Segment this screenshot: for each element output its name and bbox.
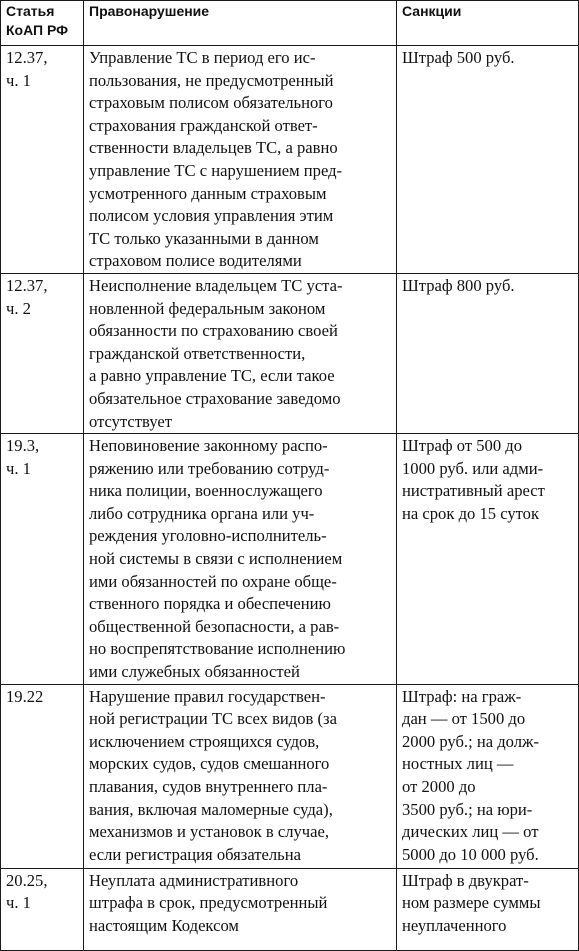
offense-line: ственного порядка и обеспечению [89, 594, 331, 614]
offense-line: Неповиновение законному распо- [89, 436, 328, 456]
sanction-line: нистративный арест [402, 481, 545, 501]
sanction-line: Штраф: на граж- [402, 686, 522, 706]
offense-line: ими обязанностей по охране обще- [89, 571, 337, 591]
sanction-line: дических лиц — от [402, 822, 539, 842]
offense-line: Нарушение правил государствен- [89, 686, 326, 706]
sanction-line: Штраф в двукрат- [402, 870, 529, 890]
offense-line: но воспрепятствование исполнению [89, 639, 346, 659]
sanction-line: 3500 руб.; на юри- [402, 799, 533, 819]
offense-line: механизмов и установок в случае, [89, 822, 330, 842]
header-article-line: Статья [6, 3, 55, 19]
article-line: ч. 1 [6, 458, 31, 478]
offense-line: ими служебных обязанностей [89, 662, 300, 682]
offense-line: морских судов, судов смешанного [89, 754, 330, 774]
sanction-cell [397, 868, 579, 950]
offense-line: исключением строящихся судов, [89, 731, 320, 751]
sanction-line: 1000 руб. или адми- [402, 458, 544, 478]
offense-line: ственности владельцев ТС, а равно [89, 138, 338, 158]
sanction-line: Штраф 500 руб. [402, 48, 515, 67]
sanction-line: неуплаченного [402, 915, 507, 935]
offense-line: полисом условия управления этим [89, 206, 334, 226]
article-cell [1, 46, 84, 274]
offense-line: усмотренного данным страховым [89, 183, 327, 203]
table-row [1, 273, 579, 433]
offense-line: настоящим Кодексом [89, 915, 239, 935]
offense-line: общественной безопасности, а рав- [89, 616, 340, 636]
offense-cell [84, 868, 397, 950]
sanction-cell [397, 684, 579, 868]
article-line: ч. 1 [6, 70, 31, 90]
offense-line: ной регистрации ТС всех видов (за [89, 709, 337, 729]
offense-line: а равно управление ТС, если такое [89, 366, 335, 386]
offense-line: страхования гражданской ответ- [89, 115, 318, 135]
offense-line: Неисполнение владельцем ТС уста- [89, 275, 343, 295]
sanction-cell [397, 434, 579, 685]
offense-line: гражданской ответственности, [89, 343, 306, 363]
article-cell [1, 434, 84, 685]
article-line: 20.25, [6, 870, 48, 890]
sanction-line: Штраф 800 руб. [402, 275, 515, 295]
offense-line: управление ТС с нарушением пред- [89, 160, 343, 180]
offense-line: ряжению или требованию сотруд- [89, 458, 330, 478]
article-cell [1, 273, 84, 433]
header-offense: Правонарушение [84, 1, 397, 46]
offense-line: пользования, не предусмотренный [89, 70, 334, 90]
sanction-cell [397, 273, 579, 433]
header-sanction: Санкции [397, 1, 579, 46]
offense-line: если регистрация обязательна [89, 844, 301, 864]
offense-line: Управление ТС в период его ис- [89, 48, 316, 67]
article-line: ч. 2 [6, 298, 31, 318]
offense-line: обязанности по страхованию своей [89, 321, 338, 341]
offense-line: ника полиции, военнослужащего [89, 481, 323, 501]
offense-line: страховом полисе водителями [89, 251, 302, 271]
offense-line: вания, включая маломерные суда), [89, 799, 333, 819]
header-row [1, 1, 579, 46]
offense-cell [84, 434, 397, 685]
sanction-line: дан — от 1500 до [402, 709, 526, 729]
sanction-line: ностных лиц — [402, 754, 514, 774]
offense-cell [84, 273, 397, 433]
offense-line: отсутствует [89, 411, 173, 431]
sanction-line: 5000 до 10 000 руб. [402, 844, 539, 864]
article-line: 19.22 [6, 686, 44, 706]
table-row [1, 684, 579, 868]
sanction-line: от 2000 до [402, 777, 476, 796]
offense-line: плавания, судов внутреннего пла- [89, 777, 328, 796]
header-article-line: КоАП РФ [6, 22, 69, 38]
offense-line: страховым полисом обязательного [89, 93, 333, 113]
sanction-line: на срок до 15 суток [402, 503, 540, 523]
header-article [1, 1, 84, 46]
article-line: 12.37, [6, 275, 48, 295]
sanction-line: Штраф от 500 до [402, 436, 523, 456]
article-cell [1, 684, 84, 868]
sanction-line: ном размере суммы [402, 893, 541, 913]
offense-line: либо сотрудника органа или уч- [89, 503, 315, 523]
offense-line: Неуплата административного [89, 870, 299, 890]
offense-cell [84, 46, 397, 274]
table-row [1, 868, 579, 950]
table-row [1, 46, 579, 274]
offense-line: обязательное страхование заведомо [89, 388, 341, 408]
sanction-cell [397, 46, 579, 274]
offense-line: ной системы в связи с исполнением [89, 549, 343, 569]
offense-line: штрафа в срок, предусмотренный [89, 893, 328, 913]
article-line: ч. 1 [6, 893, 31, 913]
article-line: 12.37, [6, 48, 48, 67]
offense-cell [84, 684, 397, 868]
article-cell [1, 868, 84, 950]
offense-line: новленной федеральным законом [89, 298, 326, 318]
offense-line: реждения уголовно-исполнитель- [89, 526, 327, 546]
offense-line: ТС только указанными в данном [89, 228, 319, 248]
article-line: 19.3, [6, 436, 40, 456]
sanction-line: 2000 руб.; на долж- [402, 731, 540, 751]
table-row [1, 434, 579, 685]
